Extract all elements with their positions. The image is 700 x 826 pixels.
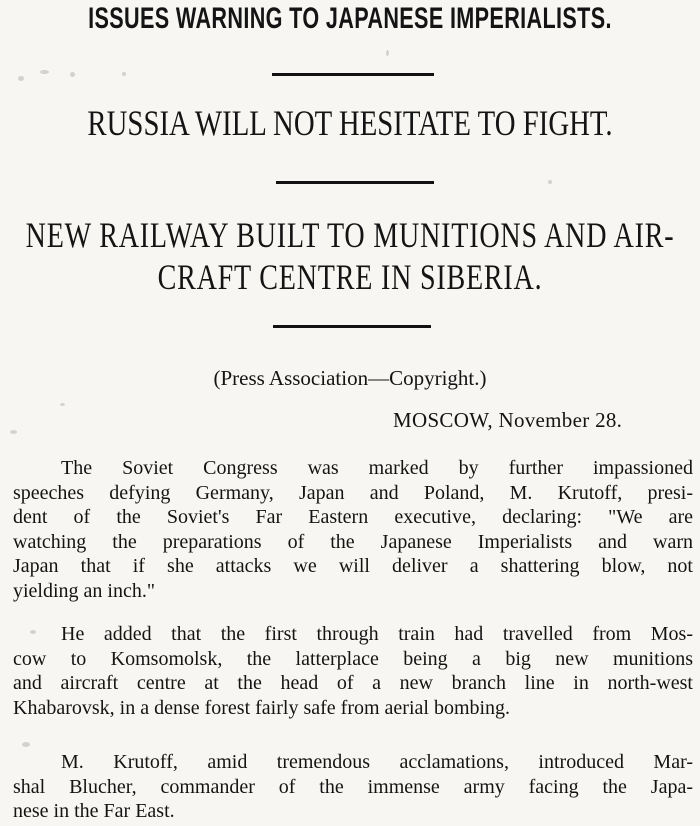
third-headline-line-1: NEW RAILWAY BUILT TO MUNITIONS AND AIR-: [25, 215, 675, 255]
text-line: and aircraft centre at the head of a new branch line in north-west: [13, 672, 693, 694]
text-line: M. Krutoff, amid tremendous acclamations, introduced Mar-: [61, 751, 693, 773]
main-headline: ISSUES WARNING TO JAPANESE IMPERIALISTS.: [88, 2, 612, 35]
headline-divider: [272, 73, 434, 76]
text-line: speeches defying Germany, Japan and Poland, M. Krutoff, presi-: [13, 481, 693, 504]
text-line: The Soviet Congress was marked by further impassioned: [61, 457, 693, 479]
text-line: yielding an inch.": [13, 579, 156, 602]
print-speck: [30, 630, 36, 634]
print-speck: [70, 72, 75, 77]
text-line: He added that the first through train had travelled from Mos-: [61, 623, 693, 645]
print-speck: [386, 50, 389, 56]
text-line: watching the preparations of the Japanese Imperialists and warn: [13, 530, 693, 553]
print-speck: [18, 76, 24, 81]
text-line: cow to Komsomolsk, the latterplace being a big new munitions: [13, 647, 693, 670]
sub-headline: RUSSIA WILL NOT HESITATE TO FIGHT.: [87, 103, 613, 143]
third-headline-line-2: CRAFT CENTRE IN SIBERIA.: [157, 257, 543, 297]
article-paragraph: [13, 622, 693, 720]
text-line: nese in the Far East.: [13, 800, 175, 822]
text-line: Khabarovsk, in a dense forest fairly safe from aerial bombing.: [13, 696, 511, 719]
print-speck: [548, 180, 552, 184]
print-speck: [122, 72, 126, 76]
article-paragraph: [13, 750, 693, 824]
text-line: shal Blucher, commander of the immense army facing the Japa-: [13, 775, 693, 798]
text-line: dent of the Soviet's Far Eastern executive, declaring: "We are: [13, 506, 693, 528]
headline-divider: [273, 325, 431, 328]
print-speck: [22, 742, 30, 747]
print-speck: [40, 70, 49, 74]
print-speck: [60, 403, 65, 406]
article-paragraph: [13, 456, 693, 603]
headline-divider: [276, 181, 434, 184]
press-credit: (Press Association—Copyright.): [213, 366, 487, 390]
print-speck: [10, 430, 17, 434]
dateline: MOSCOW, November 28.: [393, 408, 623, 432]
text-line: Japan that if she attacks we will deliver a shattering blow, not: [13, 555, 693, 577]
